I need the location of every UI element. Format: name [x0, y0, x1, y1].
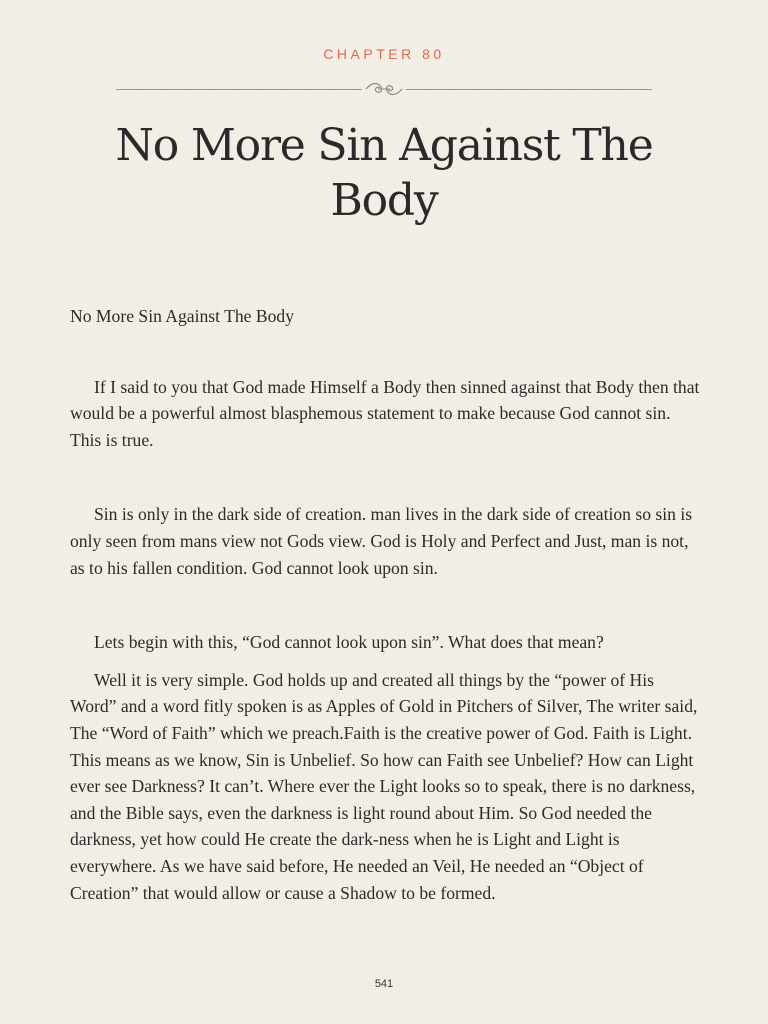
chapter-body [70, 303, 700, 906]
body-paragraph: Sin is only in the dark side of creation. man lives in the dark side of creation so sin is only seen from mans view not Gods view. God is Holy and Perfect and Just, man is not, as to his fallen condition. God cannot look upon sin. [70, 504, 693, 578]
chapter-title-line-1: No More Sin Against The [115, 120, 653, 171]
page-number: 541 [374, 978, 394, 990]
divider-line-left [116, 89, 362, 90]
chapter-title-line-2: Body [330, 175, 438, 226]
flourish-ornament-icon [364, 78, 404, 100]
body-paragraph: Lets begin with this, “God cannot look upon sin”. What does that mean? [94, 632, 604, 653]
chapter-label: CHAPTER 80 [323, 46, 445, 62]
divider-line-right [406, 89, 652, 90]
chapter-divider [116, 78, 652, 100]
chapter-title [84, 118, 684, 228]
body-paragraph: If I said to you that God made Himself a Body then sinned against that Body then that would be a powerful almost blasphemous statement to make because God cannot sin. This is true. [70, 376, 700, 450]
body-paragraph: Well it is very simple. God holds up and created all things by the “power of His Word” and a word fitly spoken is as Apples of Gold in Pitchers of Silver, The writer said, The “Word of Faith” which we preach.Faith is the creative power of God. Faith is Light. This means as we know, Sin is Unbelief. So how can Faith see Unbelief? How can Light ever see Darkness? It can’t. Where ever the Light looks so to speak, there is no darkness, and the Bible says, even the darkness is light round about Him. So God needed the darkness, yet how could He create the dark-ness when he is Light and Light is everywhere. As we have said before, He needed an Veil, He needed an “Object of Creation” that would allow or cause a Shadow to be formed. [70, 669, 698, 903]
section-subtitle: No More Sin Against The Body [70, 306, 294, 326]
